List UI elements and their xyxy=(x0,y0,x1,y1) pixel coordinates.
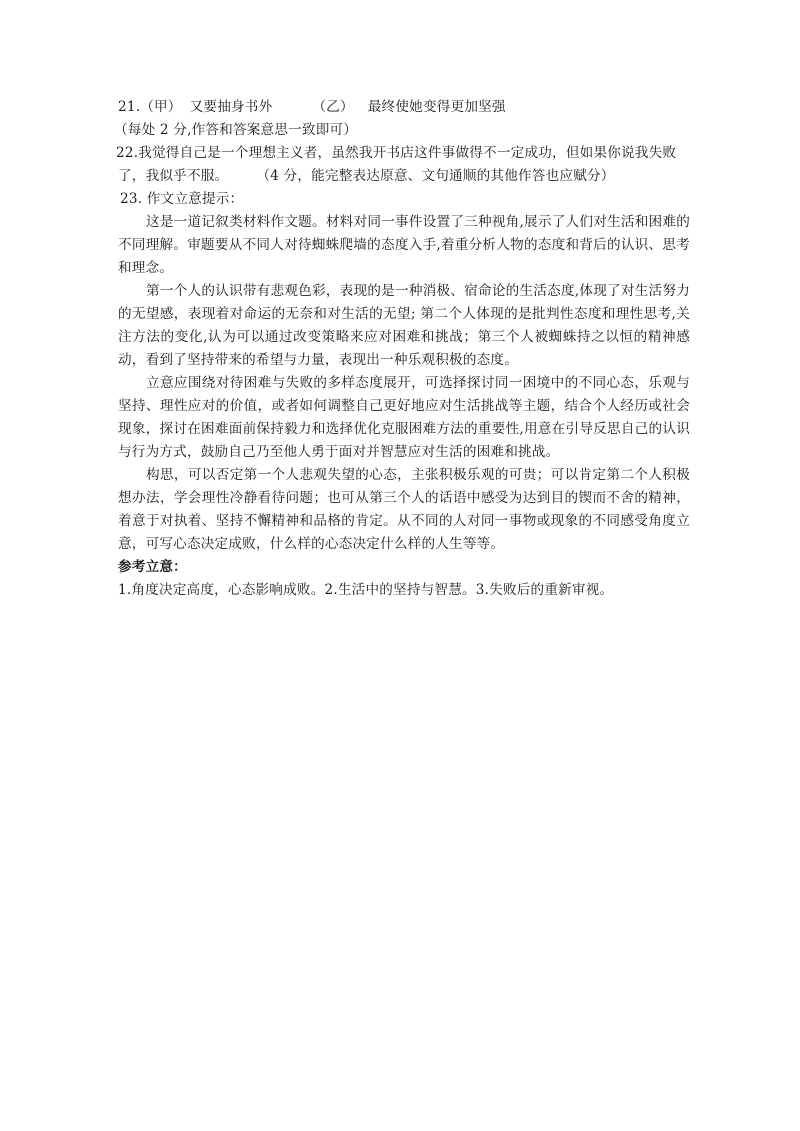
question-21-jia-mark: （甲） xyxy=(140,99,182,115)
essay-paragraph-1: 这是一道记叙类材料作文题。材料对同一事件设置了三种视角,展示了人们对生活和困难的不同理解。审题要从不同人对待蜘蛛爬墙的态度入手,着重分析人物的态度和背后的认识、思考和理念。 xyxy=(118,214,690,276)
reference-title: 参考立意： xyxy=(118,559,187,575)
reference-items: 1.角度决定高度，心态影响成败。2.生活中的坚持与智慧。3.失败后的重新审视。 xyxy=(118,582,614,598)
question-23-heading: 23. 作文立意提示： xyxy=(120,191,244,207)
essay-paragraph-4: 构思，可以否定第一个人悲观失望的心态，主张积极乐观的可贵；可以肯定第二个人积极想办法，学会理性冷静看待问题；也可从第三个人的话语中感受为达到目的锲而不舍的精神，着意于对执着、坚持不懈精神和品格的肯定。从不同的人对同一事物或现象的不同感受角度立意，可写心态决定成败，什么样的心态决定什么样的人生等等。 xyxy=(118,467,690,552)
question-21-answer xyxy=(118,96,690,119)
essay-paragraph-2: 第一个人的认识带有悲观色彩，表现的是一种消极、宿命论的生活态度,体现了对生活努力的无望感，表现着对命运的无奈和对生活的无望; 第二个人体现的是批判性态度和理性思考,关注方法的变化,认为可以通过改变策略来应对困难和挑战；第三个人被蜘蛛持之以恒的精神感动，看到了坚持带来的希望与力量，表现出一种乐观积极的态度。 xyxy=(118,283,690,368)
question-21-jia-answer: 又要抽身书外 xyxy=(189,99,273,115)
question-21-scoring-note: （每处 2 分,作答和答案意思一致即可） xyxy=(114,122,358,138)
question-21-yi-mark: （乙） xyxy=(312,99,354,115)
question-22-scoring-note: （4 分，能完整表达原意、文句通顺的其他作答也应赋分） xyxy=(256,168,615,184)
question-22-answer-line1: 22.我觉得自己是一个理想主义者，虽然我开书店这件事做得不一定成功，但如果你说我失败 xyxy=(116,145,677,161)
question-21-yi-answer: 最终使她变得更加坚强 xyxy=(367,99,506,115)
answer-content xyxy=(114,96,690,602)
question-21-number: 21. xyxy=(118,99,141,115)
essay-paragraph-3: 立意应围绕对待困难与失败的多样态度展开，可选择探讨同一困境中的不同心态，乐观与坚持、理性应对的价值，或者如何调整自己更好地应对生活挑战等主题，结合个人经历或社会现象，探讨在困难面前保持毅力和选择优化克服困难方法的重要性,用意在引导反思自己的认识与行为方式，鼓励自己乃至他人勇于面对并智慧应对生活的困难和挑战。 xyxy=(118,375,690,460)
question-22-answer-line2 xyxy=(118,165,690,188)
question-22-answer-text: 了，我似乎不服。 xyxy=(118,168,229,184)
